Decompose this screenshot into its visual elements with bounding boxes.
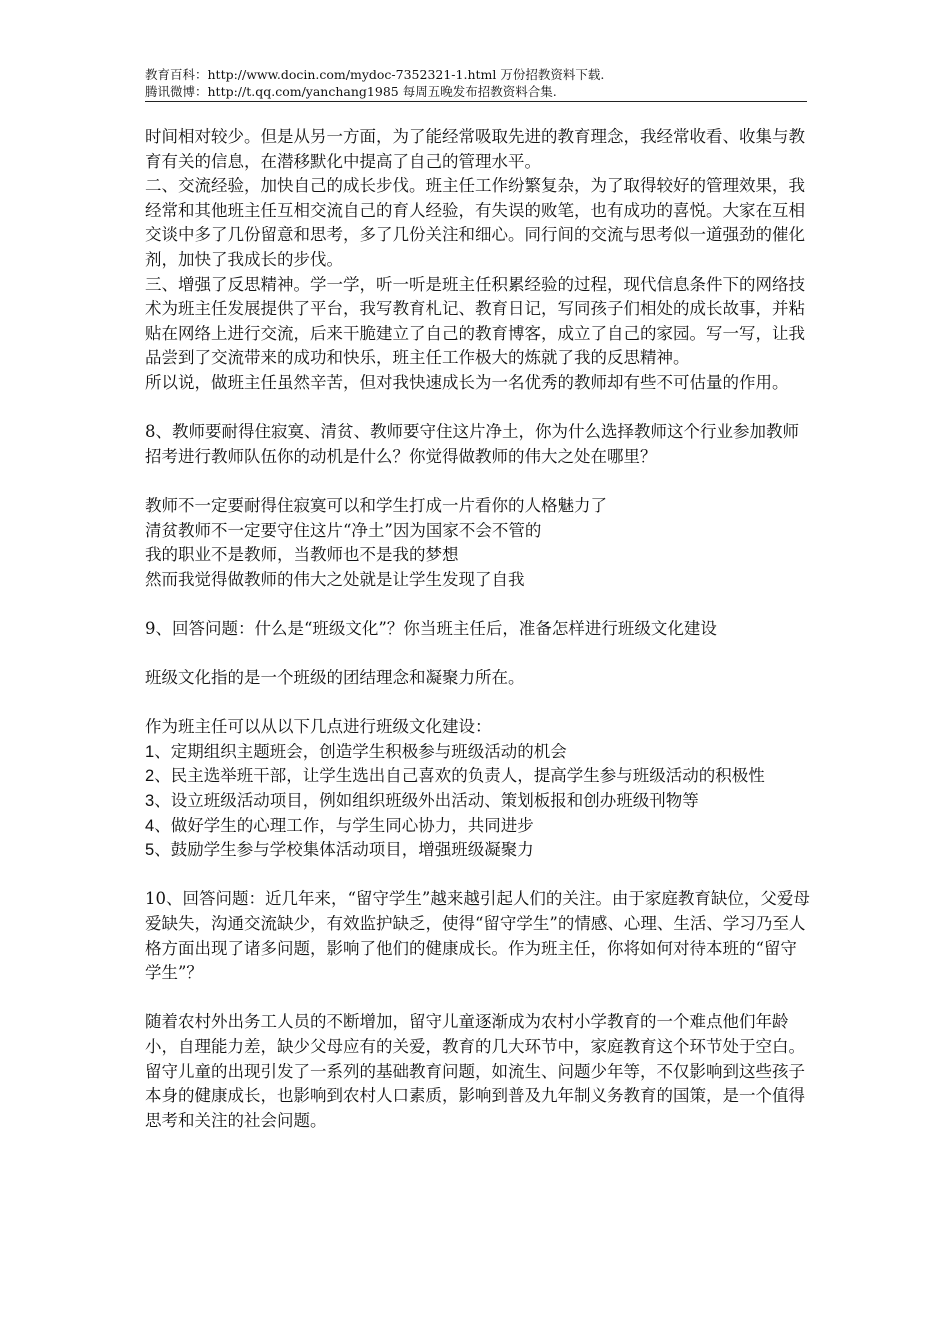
list-item-text: 、鼓励学生参与学校集体活动项目，增强班级凝聚力 [154, 840, 534, 860]
list-item [145, 764, 810, 789]
list-item [145, 740, 810, 765]
answer-8-line-3: 我的职业不是教师，当教师也不是我的梦想 [145, 545, 459, 565]
answer-9-definition: 班级文化指的是一个班级的团结理念和凝聚力所在。 [145, 668, 525, 688]
list-item-number: 2 [145, 767, 155, 786]
list-item-number: 3 [145, 792, 155, 811]
list-item-text: 、民主选举班干部，让学生选出自己喜欢的负责人，提高学生参与班级活动的积极性 [154, 766, 765, 786]
list-item [145, 814, 810, 839]
list-item-number: 1 [145, 742, 155, 761]
spacer [145, 691, 810, 716]
spacer [145, 986, 810, 1011]
answer-9-intro: 作为班主任可以从以下几点进行班级文化建设： [145, 717, 492, 737]
spacer [145, 469, 810, 494]
paragraph-reflection: 三、增强了反思精神。学一学，听一听是班主任积累经验的过程，现代信息条件下的网络技术为班主任发展提供了平台，我写教育札记、教育日记，写同孩子们相处的成长故事，并粘贴在网络上进行交流，后来干脆建立了自己的教育博客，成立了自己的家园。写一写，让我品尝到了交流带来的成功和快乐，班主任工作极大的炼就了我的反思精神。 [145, 274, 805, 368]
list-item-text: 、定期组织主题班会，创造学生积极参与班级活动的机会 [154, 741, 567, 761]
spacer [145, 592, 810, 617]
list-item-number: 4 [145, 816, 155, 835]
list-item [145, 838, 810, 863]
question-9: 9、回答问题：什么是“班级文化”？你当班主任后，准备怎样进行班级文化建设 [145, 618, 717, 638]
answer-8-line-2: 清贫教师不一定要守住这片“净土”因为国家不会不管的 [145, 520, 542, 540]
document-body [145, 125, 810, 1133]
paragraph-management: 时间相对较少。但是从另一方面，为了能经常吸取先进的教育理念，我经常收看、收集与教育有关的信息，在潜移默化中提高了自己的管理水平。 [145, 127, 805, 171]
question-8: 8、教师要耐得住寂寞、清贫、教师要守住这片净土，你为什么选择教师这个行业参加教师招考进行教师队伍你的动机是什么？你觉得做教师的伟大之处在哪里？ [145, 422, 799, 466]
answer-10: 随着农村外出务工人员的不断增加，留守儿童逐渐成为农村小学教育的一个难点他们年龄小，自理能力差，缺少父母应有的关爱，教育的几大环节中，家庭教育这个环节处于空白。留守儿童的出现引发了一系列的基础教育问题，如流生、问题少年等，不仅影响到这些孩子本身的健康成长，也影响到农村人口素质，影响到普及九年制义务教育的国策，是一个值得思考和关注的社会问题。 [145, 1012, 805, 1130]
list-item-text: 、做好学生的心理工作，与学生同心协力，共同进步 [154, 815, 534, 835]
question-10: 10、回答问题：近几年来，“留守学生”越来越引起人们的关注。由于家庭教育缺位，父爱母爱缺失，沟通交流缺少，有效监护缺乏，使得“留守学生”的情感、心理、生活、学习乃至人格方面出现了诸多问题，影响了他们的健康成长。作为班主任，你将如何对待本班的“留守学生”？ [145, 889, 810, 983]
paragraph-conclusion: 所以说，做班主任虽然辛苦，但对我快速成长为一名优秀的教师却有些不可估量的作用。 [145, 372, 789, 392]
header-line-weibo: 腾讯微博：http://t.qq.com/yanchang1985 每周五晚发布招教资料合集. [145, 84, 557, 99]
paragraph-exchange-experience: 二、交流经验，加快自己的成长步伐。班主任工作纷繁复杂，为了取得较好的管理效果，我经常和其他班主任互相交流自己的育人经验，有失误的败笔，也有成功的喜悦。大家在互相交谈中多了几份留意和思考，多了几份关注和细心。同行间的交流与思考似一道强劲的催化剂，加快了我成长的步伐。 [145, 176, 805, 269]
list-item-number: 5 [145, 841, 155, 860]
header-divider [145, 101, 807, 102]
list-item [145, 789, 810, 814]
answer-8-line-1: 教师不一定要耐得住寂寞可以和学生打成一片看你的人格魅力了 [145, 495, 607, 515]
list-item-text: 、设立班级活动项目，例如组织班级外出活动、策划板报和创办班级刊物等 [154, 791, 699, 811]
answer-8-line-4: 然而我觉得做教师的伟大之处就是让学生发现了自我 [145, 569, 525, 589]
spacer [145, 396, 810, 421]
spacer [145, 641, 810, 666]
header-line-docin: 教育百科：http://www.docin.com/mydoc-7352321-1.html 万份招教资料下载. [145, 67, 605, 82]
spacer [145, 863, 810, 888]
page-header [145, 66, 807, 100]
